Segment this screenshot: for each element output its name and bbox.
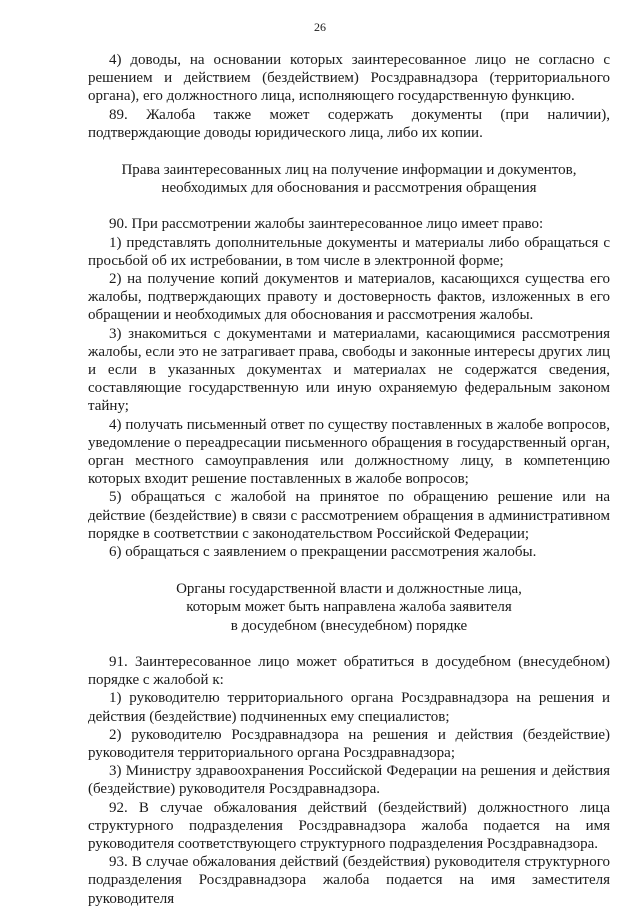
list-item-91-2: 2) руководителю Росздравнадзора на решения и действия (бездействие) руководителя территориального органа Росздравнадзора; <box>88 726 610 761</box>
heading-line: которым может быть направлена жалоба заявителя <box>186 599 512 616</box>
paragraph-90: 90. При рассмотрении жалобы заинтересованное лицо имеет право: <box>109 216 544 233</box>
list-item-91-1: 1) руководителю территориального органа Росздравнадзора на решения и действия (бездействие) подчиненных ему специалистов; <box>88 690 610 725</box>
list-item-91-3: 3) Министру здравоохранения Российской Федерации на решения и действия (бездействие) руководителя Росздравнадзора. <box>88 763 610 798</box>
paragraph-93: 93. В случае обжалования действий (бездействия) руководителя структурного подразделения Росздравнадзора жалоба подается на имя заместителя руководителя <box>88 854 610 907</box>
section-heading-rights <box>88 161 610 197</box>
paragraph-89: 89. Жалоба также может содержать документы (при наличии), подтверждающие доводы юридического лица, либо их копии. <box>88 106 610 141</box>
paragraph-91: 91. Заинтересованное лицо может обратиться в досудебном (внесудебном) порядке с жалобой к: <box>88 653 610 689</box>
list-item-90-3: 3) знакомиться с документами и материалами, касающимися рассмотрения жалобы, если это не затрагивает права, свободы и законные интересы других лиц и если в указанных документах и материалах не содержатся сведения, составляющие государственную или иную охраняемую федеральным законом тайну; <box>88 325 610 415</box>
heading-line: в досудебном (внесудебном) порядке <box>230 617 468 634</box>
list-item-90-6: 6) обращаться с заявлением о прекращении рассмотрения жалобы. <box>109 544 537 561</box>
heading-line: необходимых для обоснования и рассмотрения обращения <box>161 180 537 197</box>
document-body <box>88 51 610 908</box>
paragraph-4-arguments: 4) доводы, на основании которых заинтересованное лицо не согласно с решением и действием (бездействием) Росздравнадзора (территориального органа), его должностного лица, исполняющего государственную функцию. <box>88 52 610 105</box>
heading-line: Права заинтересованных лиц на получение информации и документов, <box>121 162 577 179</box>
section-heading-authorities <box>88 580 610 635</box>
paragraph-92: 92. В случае обжалования действий (бездействий) должностного лица структурного подразделения Росздравнадзора жалоба подается на имя руководителя соответствующего структурного подразделения Росздравнадзора. <box>88 799 610 852</box>
list-item-90-2: 2) на получение копий документов и материалов, касающихся существа его жалобы, подтверждающих правоту и достоверность фактов, изложенных в его обращении и необходимых для обоснования и рассмотрения жалобы. <box>88 271 610 324</box>
list-item-90-5: 5) обращаться с жалобой на принятое по обращению решение или на действие (бездействие) в связи с рассмотрением обращения в административном порядке в соответствии с законодательством Российской Федерации; <box>88 489 610 542</box>
page-number: 26 <box>314 20 326 34</box>
list-item-90-4: 4) получать письменный ответ по существу поставленных в жалобе вопросов, уведомление о переадресации письменного обращения в государственный орган, орган местного самоуправления или должностному лицу, в компетенцию которых входит решение поставленных в жалобе вопросов; <box>88 416 610 488</box>
heading-line: Органы государственной власти и должностные лица, <box>176 581 522 598</box>
list-item-90-1: 1) представлять дополнительные документы и материалы либо обращаться с просьбой об их истребовании, в том числе в электронной форме; <box>88 234 610 269</box>
